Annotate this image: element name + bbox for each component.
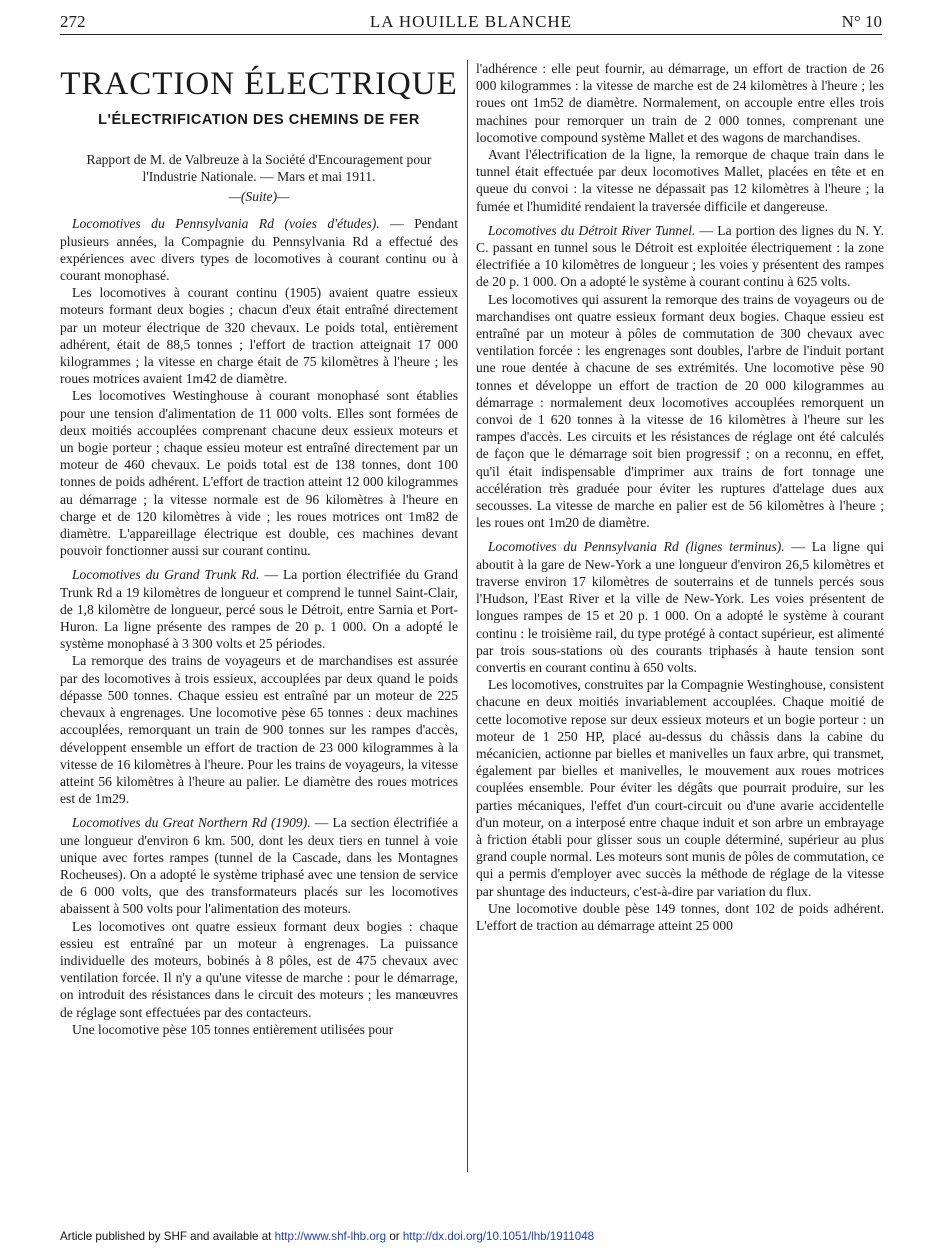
page-number: 272 <box>60 12 86 31</box>
paragraph <box>60 387 458 559</box>
paragraph-text: l'adhérence : elle peut fournir, au démarrage, un effort de traction de 26 000 kilogrammes : la vitesse de marche est de 24 kilomètres à l'heure ; les roues ont 1m52 de diamètre. Normalement, on accouple entre elles trois machines pour remorquer un train de 2 000 tonnes, comprenant une locomotive compound système Mallet et des wagons de marchandises. <box>476 61 884 145</box>
right-column <box>476 60 884 1175</box>
journal-title: LA HOUILLE BLANCHE <box>369 12 573 31</box>
paragraph <box>60 284 458 387</box>
paragraph-text: Les locomotives ont quatre essieux formant deux bogies : chaque essieu est entraîné par un moteur à engrenages. La puissance individuelle des moteurs, bobinés à 8 pôles, est de 475 chevaux avec ventilation forcée. Il n'y a qu'une vitesse de marche : pour le démarrage, on introduit des résistances dans le circuit des moteurs ; les manœuvres de réglage sont effectuées par des contacteurs. <box>60 918 458 1020</box>
paragraph-text: — La section électrifiée a une longueur d'environ 6 km. 500, dont les deux tiers en tunnel à voie unique avec fortes rampes (tunnel de la Cascade, dans les Montagnes Rocheuses). On a adopté le système triphasé avec une tension de service de 6 000 volts, que des transformateurs placés sur les locomotives abaissent à 500 volts pour l'alimentation des moteurs. <box>60 815 458 917</box>
paragraph <box>476 900 884 934</box>
header-rule <box>60 34 882 35</box>
running-header <box>60 8 882 34</box>
paragraph-text: — La portion électrifiée du Grand Trunk Rd a 19 kilomètres de longueur et comprend le tunnel Saint-Clair, de 1,8 kilomètre de longueur, percé sous le Détroit, entre Sarnia et Port-Huron. La ligne présente des rampes de 20 p. 1 000. On a adopté le système monophasé à 3 300 volts et 25 périodes. <box>60 567 458 652</box>
paragraph-text: Les locomotives Westinghouse à courant monophasé sont établies pour une tension d'alimentation de 11 000 volts. Elles sont formées de deux moitiés accouplées comprenant chacune deux essieux moteurs et un bogie porteur ; chaque essieu moteur est entraîné directement par un moteur de 460 chevaux. Le poids total est de 138 tonnes, dont 100 tonnes de poids adhérent. L'effort de traction atteint 12 000 kilogrammes au démarrage ; la vitesse normale est de 96 kilomètres à l'heure en charge et de 120 kilomètres à vide ; les roues motrices ont 1m82 de diamètre. L'appareillage électrique est double, ces machines devant pouvoir fonctionner aussi sur courant continu. <box>60 388 458 559</box>
paragraph <box>60 814 458 917</box>
article-title: TRACTION ÉLECTRIQUE <box>60 66 458 102</box>
paragraph-text: — La ligne qui aboutit à la gare de New-York a une longueur d'environ 26,5 kilomètres et traverse environ 17 kilomètres de souterrains et de tunnels percés sous l'Hudson, l'East River et la ville de New-York. Les voies présentent de longues rampes de 15 et 20 p. 1 000. On a adopté le système à courant continu : le troisième rail, du type protégé à contact supérieur, est alimenté par trois sous-stations où des courants triphasés à haute tension sont convertis en courant continu à 650 volts. <box>476 539 884 675</box>
paragraph <box>476 676 884 900</box>
paragraph-text: Les locomotives qui assurent la remorque des trains de voyageurs ou de marchandises ont quatre essieux formant deux bogies. Chaque essieu est entraîné par un moteur à pôles de commutation de 300 chevaux avec ventilation forcée : les engrenages sont doubles, l'arbre de l'induit portant une roue dentée à chacune de ses extrémités. Une locomotive pèse 90 tonnes et développe un effort de traction de 20 000 kilogrammes au démarrage : normalement deux locomotives accouplées remorquent un convoi de 1 620 tonnes à la vitesse de 16 kilomètres à l'heure sur les rampes d'accès. Les circuits et les résistances de réglage ont été calculés de façon que le démarrage soit bien progressif ; on a reconnu, en effet, qu'il était indispensable d'imprimer aux trains de fort tonnage une accélération très graduée pour éviter les ruptures d'attelage dues aux secousses. La vitesse de marche en palier est de 56 kilomètres à l'heure ; les roues ont 1m20 de diamètre. <box>476 291 884 531</box>
footer-middle: or <box>386 1230 403 1243</box>
article-subtitle: L'ÉLECTRIFICATION DES CHEMINS DE FER <box>98 112 420 128</box>
section-heading: Locomotives du Pennsylvania Rd (voies d'études). <box>72 216 380 232</box>
section-heading: Locomotives du Détroit River Tunnel. <box>488 222 696 238</box>
paragraph <box>60 652 458 807</box>
paragraph <box>476 222 884 291</box>
paragraph <box>60 566 458 652</box>
report-line: Rapport de M. de Valbreuze à la Société d'Encouragement pour l'Industrie Nationale. — Mars et mai 1911. <box>86 152 432 185</box>
section-heading: Locomotives du Pennsylvania Rd (lignes terminus). <box>488 539 785 555</box>
publication-footer <box>60 1230 882 1243</box>
paragraph-text: La remorque des trains de voyageurs et de marchandises est assurée par des locomotives à trois essieux, accouplées par deux quand le poids dépasse 500 tonnes. Chaque essieu est entraîné par un moteur de 225 chevaux à engrenages. Une locomotive pèse 65 tonnes : deux machines accouplées, remorquant un train de 900 tonnes sur les rampes d'accès, développent ensemble un effort de traction de 23 000 kilogrammes à la vitesse de 16 kilomètres à l'heure. Pour les trains de voyageurs, la vitesse atteint 56 kilomètres à l'heure au palier. Le diamètre des roues motrices est de 1m29. <box>60 653 458 807</box>
paragraph-text: — La portion des lignes du N. Y. C. passant en tunnel sous le Détroit est exploitée électriquement : la zone électrifiée a 10 kilomètres de longueur ; les voies y présentent des rampes de 20 p. 1 000. On a adopté le système à courant continu à 625 volts. <box>476 222 884 290</box>
shf-link[interactable]: http://www.shf-lhb.org <box>274 1230 387 1243</box>
paragraph <box>476 291 884 532</box>
continuation-mark: —(Suite)— <box>228 189 290 205</box>
paragraph-text: Une locomotive double pèse 149 tonnes, dont 102 de poids adhérent. L'effort de traction au démarrage atteint 25 000 <box>476 900 884 933</box>
paragraph-text: Avant l'électrification de la ligne, la remorque de chaque train dans le tunnel était effectuée par deux locomotives Mallet, placées en tête et en queue du convoi : la vitesse ne dépassait pas 12 kilomètres à l'heure ; la fumée et l'humidité rendaient la traversée difficile et dangereuse. <box>476 147 884 214</box>
paragraph-text: Les locomotives à courant continu (1905) avaient quatre essieux moteurs formant deux bogies ; chacun d'eux était entraîné directement par un moteur électrique de 320 chevaux. Le poids total, entièrement adhérent, était de 88,5 tonnes ; l'effort de traction atteignait 17 000 kilogrammes ; la vitesse en charge était de 75 kilomètres à l'heure ; les roues motrices avaient 1m42 de diamètre. <box>60 285 458 387</box>
paragraph-text: — Pendant plusieurs années, la Compagnie du Pennsylvania Rd a effectué des expériences avec divers types de locomotives à courant continu ou à courant monophasé. <box>60 216 458 284</box>
doi-link[interactable]: http://dx.doi.org/10.1051/lhb/1911048 <box>402 1230 595 1243</box>
section-heading: Locomotives du Grand Trunk Rd. <box>72 567 260 583</box>
section-heading: Locomotives du Great Northern Rd (1909). <box>72 815 311 831</box>
paragraph <box>476 146 884 215</box>
paragraph <box>60 1021 458 1038</box>
paragraph <box>476 60 884 146</box>
paragraph <box>60 918 458 1021</box>
paragraph-text: Une locomotive pèse 105 tonnes entièrement utilisées pour <box>72 1021 394 1037</box>
issue-number: N° 10 <box>841 12 882 31</box>
paragraph-text: Les locomotives, construites par la Compagnie Westinghouse, consistent chacune en deux moitiés invariablement accouplées. Chaque moitié de cette locomotive repose sur deux essieux moteurs et un bogie porteur : un moteur de 1 250 HP, placé au-dessus du châssis dans la cabine du mécanicien, actionne par bielles et manivelles un faux arbre, qui transmet, également par bielles et manivelles, le mouvement aux roues motrices couplées ensemble. Pour éviter les dégâts que pourrait produire, sur les parties mécaniques, l'effet d'un court-circuit ou d'une avarie accidentelle d'un moteur, on a interposé entre chaque induit et son arbre un embrayage à friction établi pour glisser sous un couple déterminé, supérieur au plus grand couple normal. Les moteurs sont munis de pôles de commutation, ce qui a permis d'employer avec succès la méthode de réglage de la vitesse par shuntage des inducteurs, c'est-à-dire par variation du flux. <box>476 677 884 899</box>
paragraph <box>476 538 884 676</box>
paragraph <box>60 215 458 284</box>
column-rule <box>467 60 468 1172</box>
left-column <box>60 60 458 1175</box>
footer-prefix: Article published by SHF and available at <box>60 1230 275 1243</box>
